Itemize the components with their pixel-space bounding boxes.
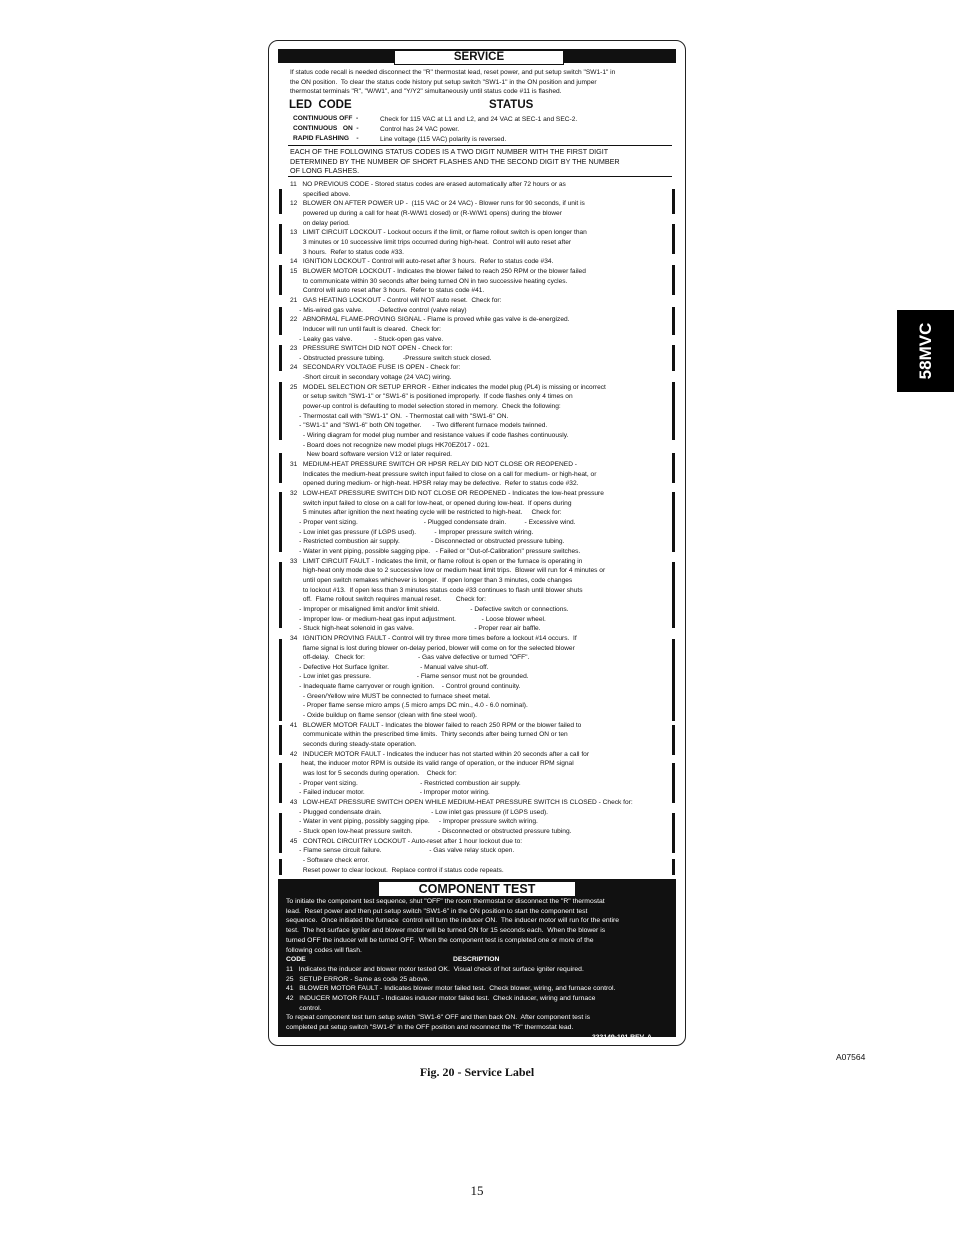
edge-marker (279, 562, 282, 628)
edge-marker (672, 763, 675, 803)
edge-marker (279, 189, 282, 214)
edge-marker (672, 224, 675, 254)
label-panel (278, 49, 676, 1041)
two-digit-note: EACH OF THE FOLLOWING STATUS CODES IS A TWO DIGIT NUMBER WITH THE FIRST DIGIT DETERMINED BY THE NUMBER OF SHORT FLASHES AND THE SECOND DIGIT BY THE NUMBER OF LONG FLASHES. (290, 147, 620, 176)
side-tab-label: 58MVC (915, 322, 935, 380)
divider (288, 176, 672, 177)
component-test-outro: To repeat component test turn setup switch "SW1-6" OFF and then back ON. After component test is completed put setup switch "SW1-6" in the OFF position and reconnect the "R" thermostat lead. (286, 1014, 591, 1031)
edge-marker (279, 725, 282, 755)
divider (288, 145, 672, 146)
page-number: 15 (470, 1183, 484, 1198)
edge-marker (672, 189, 675, 214)
edge-marker (279, 224, 282, 254)
led-status-1: Check for 115 VAC at L1 and L2, and 24 VAC at SEC-1 and SEC-2. (380, 116, 578, 123)
led-code-3: RAPID FLASHING - (293, 135, 359, 142)
edge-marker (279, 813, 282, 853)
figure-caption: Fig. 20 - Service Label (419, 1065, 535, 1079)
edge-marker (279, 307, 282, 335)
led-status-3: Line voltage (115 VAC) polarity is reversed. (380, 136, 507, 143)
edge-marker (279, 265, 282, 295)
part-number: 333149-101 REV. A (592, 1034, 652, 1041)
edge-marker (279, 763, 282, 803)
edge-marker (672, 265, 675, 295)
led-code-2: CONTINUOUS ON - (293, 125, 359, 132)
edge-marker (672, 382, 675, 440)
edge-marker (279, 345, 282, 371)
component-test-title: COMPONENT TEST (378, 881, 576, 897)
service-label (268, 40, 686, 1046)
edge-marker (672, 492, 675, 552)
led-status-2: Control has 24 VAC power. (380, 126, 460, 133)
edge-marker (672, 453, 675, 483)
ct-code-header: CODE (286, 956, 306, 963)
ct-desc-header: DESCRIPTION (453, 956, 500, 963)
edge-marker (672, 307, 675, 335)
edge-marker (672, 639, 675, 721)
edge-marker (672, 813, 675, 853)
edge-marker (279, 492, 282, 552)
edge-marker (279, 453, 282, 483)
status-code-list: 11 NO PREVIOUS CODE - Stored status codes are erased automatically after 72 hours or as specified above. 12 BLOWER ON AFTER POWER UP - (115 VAC or 24 VAC) - Blower runs for 90 seconds, if unit is powered up during a call for heat (R-W/W1 closed) or (R-W/W1 opens) during the blower on delay period. 13 LIMIT CIRCUIT LOCKOUT - Lockout occurs if the limit, or flame rollout switch is open longer than 3 minutes or 10 successive limit trips occurred during high-heat. Control will auto reset after 3 hours. Refer to status code #33. 14 IGNITION LOCKOUT - Control will auto-reset after 3 hours. Refer to status code #34. 15 BLOWER MOTOR LOCKOUT - Indicates the blower failed to reach 250 RPM or the blower failed to communicate within 30 seconds after being turned ON in two successive heating cycles. Control will auto reset after 3 hours. Refer to status code #41. 21 GAS HEATING LOCKOUT - Control will NOT auto reset. Check for: - Mis-wired gas valve. -Defective control (valve relay) 22 ABNORMAL FLAME-PROVING SIGNAL - Flame is proved while gas valve is de-energized. Inducer will run until fault is cleared. Check for: - Leaky gas valve. - Stuck-open gas valve. 23 PRESSURE SWITCH DID NOT OPEN - Check for: - Obstructed pressure tubing. -Pressure switch stuck closed. 24 SECONDARY VOLTAGE FUSE IS OPEN - Check for: -Short circuit in secondary voltage (24 VAC) wiring. 25 MODEL SELECTION OR SETUP ERROR - Either indicates the model plug (PL4) is missing or incorrect or setup switch "SW1-1" or "SW1-6" is positioned improperly. If code flashes only 4 times on power-up control is defaulting to model selection stored in memory. Check the following: - Thermostat call with "SW1-1" ON. - Thermostat call with "SW1-6" ON. - "SW1-1" and "SW1-6" both ON together. - Two different furnace models twinned. - Wiring diagram for model plug number and resistance values if code flashes continuously. - Board does not recognize new model plugs HK70EZ017 - 021. New board software version V12 or later required. 31 MEDIUM-HEAT PRESSURE SWITCH OR HPSR RELAY DID NOT CLOSE OR REOPENED - Indicates the medium-heat pressure switch input failed to close on a call for medium- or high-heat, or opened during medium- or high-heat. HPSR relay may be defective. Refer to status code #32. 32 LOW-HEAT PRESSURE SWITCH DID NOT CLOSE OR REOPENED - Indicates the low-heat pressure switch input failed to close on a call for low-heat, or opened during low-heat. If opens during 5 minutes after ignition the next heating cycle will be restricted to high-heat. Check for: - Proper vent sizing. - Plugged condensate drain. - Excessive wind. - Low inlet gas pressure (if LGPS used). - Improper pressure switch wiring. - Restricted combustion air supply. - Disconnected or obstructed pressure tubing. - Water in vent piping, possible sagging pipe. - Failed or "Out-of-Calibration" pressure switches. 33 LIMIT CIRCUIT FAULT - Indicates the limit, or flame rollout is open or the furnace is operating in high-heat only mode due to 2 successive low or medium heat limit trips. Blower will run for 4 minutes or until open switch remakes whichever is longer. If open longer than 3 minutes, code changes to lockout #13. If open less than 3 minutes status code #33 continues to flash until blower shuts off. Flame rollout switch requires manual reset. Check for: - Improper or misaligned limit and/or limit shield. - Defective switch or connections. - Improper low- or medium-heat gas input adjustment. - Loose blower wheel. - Stuck high-heat solenoid in gas valve. - Proper rear air baffle. 34 IGNITION PROVING FAULT - Control will try three more times before a lockout #14 occurs. If flame signal is lost during blower on-delay period, blower will come on for the selected blower off-delay. Check for: - Gas valve defective or turned "OFF". - Defective Hot Surface Igniter. - Manual valve shut-off. - Low inlet gas pressure. - Flame sensor must not be grounded. - Inadequate flame carryover or rough ignition. - Control ground continuity. - Green/Yellow wire MUST be connected to furnace sheet metal. - Proper flame sense micro amps (.5 micro amps DC min., 4.0 - 6.0 nominal). - Oxide buildup on flame sensor (clean with fine steel wool). 41 BLOWER MOTOR FAULT - Indicates the blower failed to reach 250 RPM or the blower failed to communicate within the prescribed time limits. Thirty seconds after being turned ON or ten seconds during steady-state operation. 42 INDUCER MOTOR FAULT - Indicates the inducer has not started within 20 seconds after a call for heat, the inducer motor RPM is outside its valid range of operation, or the inducer RPM signal was lost for 5 seconds during operation. Check for: - Proper vent sizing. - Restricted combustion air supply. - Failed inducer motor. - Improper motor wiring. 43 LOW-HEAT PRESSURE SWITCH OPEN WHILE MEDIUM-HEAT PRESSURE SWITCH IS CLOSED - Check for: - Plugged condensate drain. - Low inlet gas pressure (if LGPS used). - Water in vent piping, possibly sagging pipe. - Improper pressure switch wiring. - Stuck open low-heat pressure switch. - Disconnected or obstructed pressure tubing. 45 CONTROL CIRCUITRY LOCKOUT - Auto-reset after 1 hour lockout due to: - Flame sense circuit failure. - Gas valve relay stuck open. - Software check error. Reset power to clear lockout. Replace control if status code repeats. (290, 181, 633, 874)
edge-marker (672, 562, 675, 628)
figure-id: A07564 (836, 1052, 866, 1062)
edge-marker (279, 859, 282, 875)
edge-marker (672, 725, 675, 755)
edge-marker (279, 639, 282, 721)
edge-marker (279, 382, 282, 440)
service-section (278, 49, 676, 879)
status-label: STATUS (489, 99, 534, 111)
component-test-codes: 11 Indicates the inducer and blower motor tested OK. Visual check of hot surface igniter required. 25 SETUP ERROR - Same as code 25 above. 41 BLOWER MOTOR FAULT - Indicates blower motor failed test. Check blower, wiring, and furnace control. 42 INDUCER MOTOR FAULT - Indicates inducer motor failed test. Check inducer, wiring and furnace control. (286, 966, 616, 1012)
edge-marker (672, 345, 675, 371)
side-tab (897, 310, 954, 392)
service-title: SERVICE (394, 50, 564, 65)
led-code-label: LED CODE (289, 99, 352, 111)
service-intro: If status code recall is needed disconnect the "R" thermostat lead, reset power, and put setup switch "SW1-1" in the ON position. To clear the status code history put setup switch "SW1-1" in the ON position and jumper thermostat terminals "R", "W/W1", and "Y/Y2" simultaneously until status code #11 is flashed. (290, 69, 616, 96)
component-test-intro: To initiate the component test sequence, shut "OFF" the room thermostat or disconnect the "R" thermostat lead. Reset power and then put setup switch "SW1-6" in the ON position to start the component test sequence. Once initiated the furnace control will turn the inducer ON. The inducer motor will run for the entire test. The hot surface igniter and blower motor will be turned ON for 15 seconds each. When the blower is turned OFF the inducer will be turned OFF. When the component test is completed one or more of the following codes will flash. (286, 898, 620, 954)
edge-marker (672, 859, 675, 875)
led-code-1: CONTINUOUS OFF - (293, 115, 359, 122)
